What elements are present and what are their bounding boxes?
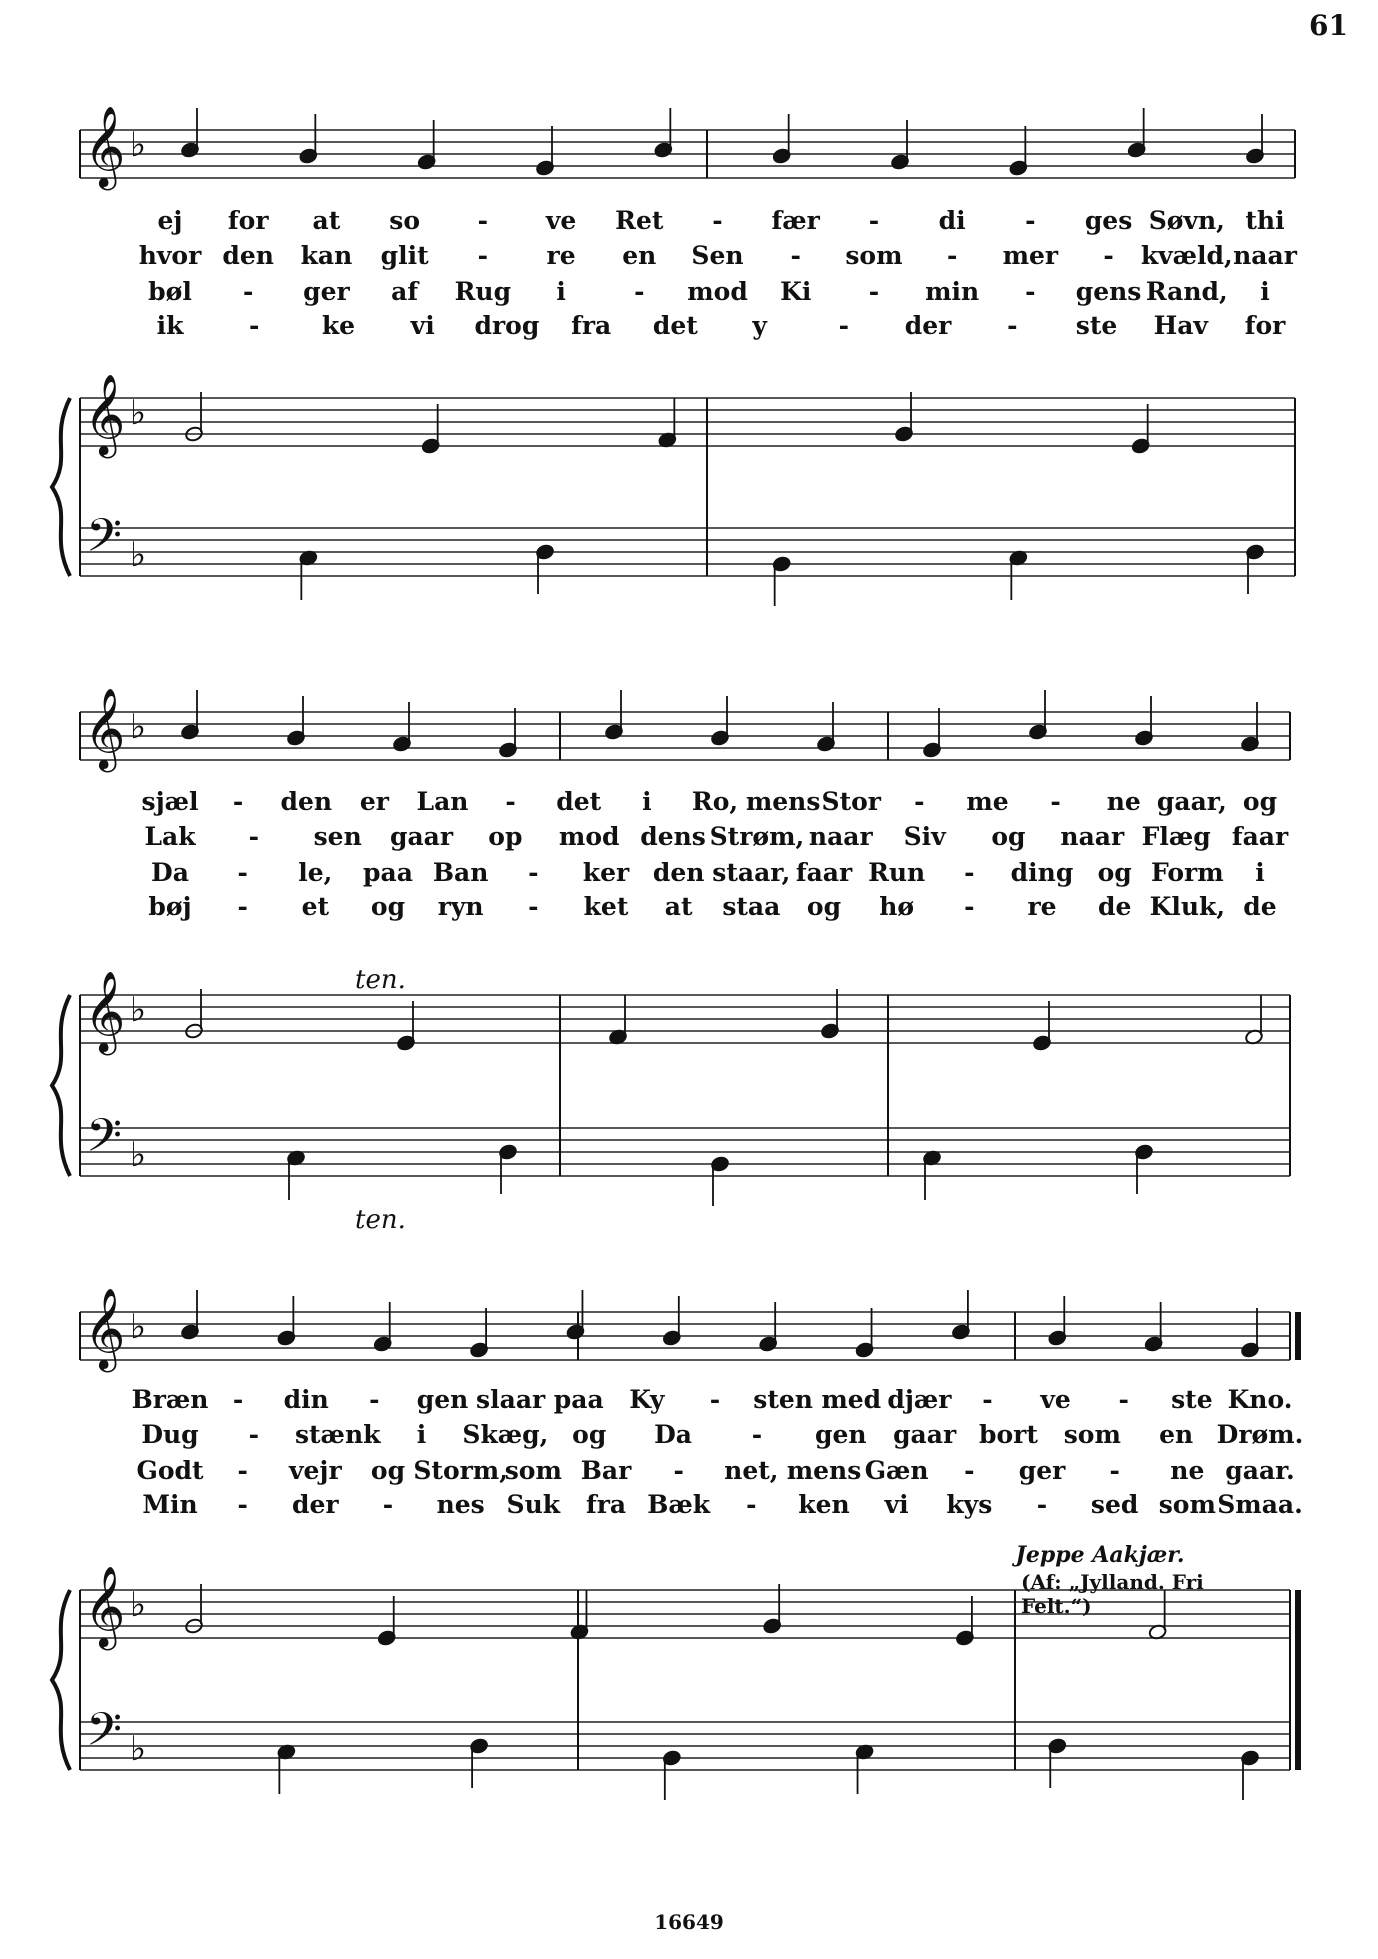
lyric-syllable: me <box>966 787 1009 816</box>
lyric-syllable: ger <box>303 277 350 306</box>
lyric-syllable: og <box>991 822 1026 851</box>
lyric-syllable: i <box>556 277 566 306</box>
lyric-syllable: Bræn <box>131 1385 209 1414</box>
lyric-syllable: kan <box>300 241 353 270</box>
lyric-syllable: kvæld, <box>1140 241 1233 270</box>
lyric-syllable: re <box>1027 892 1057 921</box>
lyric-syllable: Rug <box>454 277 512 306</box>
treble-clef-icon: 𝄞 <box>84 1287 126 1369</box>
lyric-syllable: bøl <box>148 277 192 306</box>
lyric-syllable: mod <box>558 822 620 851</box>
lyric-syllable: di <box>938 206 966 235</box>
lyric-syllable: vi <box>410 311 435 340</box>
lyric-syllable: Suk <box>506 1490 561 1519</box>
lyric-syllable: - <box>237 1456 248 1485</box>
lyric-syllable: Storm, <box>413 1456 508 1485</box>
lyric-syllable: gen <box>416 1385 469 1414</box>
lyric-syllable: - <box>712 206 723 235</box>
flat-key-signature-icon: ♭ <box>130 1307 147 1347</box>
flat-key-signature-icon: ♭ <box>130 707 147 747</box>
lyric-syllable: - <box>634 277 645 306</box>
lyric-syllable: Godt <box>136 1456 204 1485</box>
flat-key-signature-icon: ♭ <box>130 125 147 165</box>
lyric-syllable: sten <box>753 1385 813 1414</box>
lyric-syllable: - <box>1103 241 1114 270</box>
lyric-syllable: Kluk, <box>1149 892 1226 921</box>
lyric-syllable: staa <box>722 892 781 921</box>
lyric-syllable: fær <box>771 206 820 235</box>
lyric-syllable: ste <box>1075 311 1118 340</box>
lyric-syllable: Skæg, <box>462 1420 549 1449</box>
lyric-syllable: - <box>964 858 975 887</box>
lyric-syllable: er <box>359 787 389 816</box>
lyric-syllable: for <box>227 206 269 235</box>
lyric-syllable: staar, <box>712 858 791 887</box>
lyric-syllable: gaar <box>893 1420 957 1449</box>
lyric-syllable: - <box>746 1490 757 1519</box>
lyric-syllable: Ky <box>629 1385 665 1414</box>
lyric-syllable: for <box>1244 311 1286 340</box>
lyric-syllable: Stor <box>821 787 881 816</box>
lyric-syllable: - <box>237 892 248 921</box>
lyric-syllable: - <box>249 311 260 340</box>
lyric-syllable: ken <box>798 1490 850 1519</box>
lyric-syllable: - <box>248 1420 260 1449</box>
lyric-syllable: gaar <box>390 822 454 851</box>
lyric-syllable: Min <box>142 1490 198 1519</box>
treble-clef-icon: 𝄞 <box>84 105 126 187</box>
lyric-syllable: - <box>369 1385 380 1414</box>
lyric-syllable: - <box>505 787 516 816</box>
lyric-syllable: og <box>806 892 842 921</box>
page-number: 61 <box>1309 9 1348 42</box>
lyric-syllable: - <box>243 277 254 306</box>
lyric-syllable: - <box>382 1490 394 1519</box>
lyric-syllable: paa <box>363 858 413 887</box>
lyric-syllable: - <box>868 206 880 235</box>
lyric-syllable: Ret <box>615 206 664 235</box>
lyric-syllable: - <box>1118 1385 1129 1414</box>
lyric-syllable: en <box>622 241 657 270</box>
lyric-syllable: og <box>572 1420 607 1449</box>
lyric-syllable: fra <box>571 311 612 340</box>
lyric-syllable: mod <box>687 277 748 306</box>
grand-staff-brace <box>52 1590 70 1770</box>
lyric-syllable: ger <box>1018 1456 1066 1485</box>
lyric-syllable: Run <box>868 858 926 887</box>
grand-staff-brace <box>52 398 70 576</box>
treble-clef-icon: 𝄞 <box>84 687 126 769</box>
lyric-syllable: Søvn, <box>1148 206 1225 235</box>
lyric-syllable: re <box>546 241 576 270</box>
lyric-syllable: Da <box>654 1420 693 1449</box>
flat-key-signature-icon: ♭ <box>130 1585 147 1625</box>
lyric-syllable: Flæg <box>1141 822 1211 851</box>
lyric-syllable: Sen <box>691 241 744 270</box>
lyric-syllable: og <box>1242 787 1278 816</box>
bass-clef-icon: 𝄢 <box>86 1703 123 1768</box>
lyric-syllable: som <box>1158 1490 1216 1519</box>
lyric-syllable: ne <box>1170 1456 1205 1485</box>
lyric-syllable: ding <box>1010 858 1074 887</box>
lyric-syllable: fra <box>585 1490 627 1519</box>
lyric-syllable: drog <box>474 311 540 340</box>
lyric-syllable: - <box>964 1456 975 1485</box>
lyric-syllable: hvor <box>138 241 202 270</box>
lyric-syllable: bøj <box>148 892 192 921</box>
lyric-syllable: en <box>1159 1420 1194 1449</box>
lyric-syllable: Hav <box>1153 311 1208 340</box>
lyricist-credit: Jeppe Aakjær. <box>1015 1542 1185 1568</box>
lyric-syllable: Drøm. <box>1216 1420 1304 1449</box>
tenuto-mark: ten. <box>355 1205 406 1235</box>
flat-key-signature-icon: ♭ <box>130 1729 147 1769</box>
lyric-syllable: i <box>416 1420 427 1449</box>
lyric-syllable: af <box>391 277 419 306</box>
lyric-syllable: op <box>488 822 523 851</box>
lyric-syllable: - <box>1036 1490 1048 1519</box>
plate-number: 16649 <box>654 1910 724 1934</box>
lyric-syllable: naar <box>1233 241 1297 270</box>
lyric-syllable: - <box>914 787 925 816</box>
grand-staff-brace <box>52 995 70 1176</box>
lyric-syllable: - <box>248 822 260 851</box>
lyric-syllable: ke <box>321 311 356 340</box>
lyric-syllable: den <box>280 787 333 816</box>
lyric-syllable: Lak <box>144 822 196 851</box>
lyric-syllable: nes <box>436 1490 485 1519</box>
lyric-syllable: vi <box>884 1490 909 1519</box>
lyric-syllable: Lan <box>416 787 469 816</box>
lyric-syllable: Smaa. <box>1217 1490 1303 1519</box>
flat-key-signature-icon: ♭ <box>130 1135 147 1175</box>
lyric-syllable: det <box>652 311 698 340</box>
lyric-syllable: - <box>868 277 880 306</box>
lyric-syllable: ej <box>157 206 183 235</box>
lyric-syllable: Da <box>151 858 189 887</box>
lyric-syllable: ste <box>1171 1385 1213 1414</box>
lyric-syllable: som <box>845 241 903 270</box>
lyric-syllable: net, <box>724 1456 779 1485</box>
lyric-syllable: gen <box>814 1420 867 1449</box>
lyric-syllable: den <box>652 858 705 887</box>
lyric-syllable: ges <box>1084 206 1133 235</box>
lyric-syllable: - <box>982 1385 993 1414</box>
lyric-syllable: slaar <box>476 1385 546 1414</box>
flat-key-signature-icon: ♭ <box>130 535 147 575</box>
lyric-syllable: bort <box>979 1420 1038 1449</box>
lyric-syllable: naar <box>808 822 873 851</box>
lyric-syllable: - <box>1025 206 1036 235</box>
lyric-syllable: gaar. <box>1225 1456 1295 1485</box>
bass-clef-icon: 𝄢 <box>86 1109 123 1174</box>
lyric-syllable: og <box>370 1456 406 1485</box>
lyric-syllable: dens <box>640 822 706 851</box>
lyric-syllable: ne <box>1106 787 1141 816</box>
lyric-syllable: i <box>1260 277 1270 306</box>
lyric-syllable: gens <box>1075 277 1142 306</box>
lyric-syllable: Dug <box>141 1420 199 1449</box>
lyric-syllable: - <box>528 892 539 921</box>
lyric-syllable: din <box>283 1385 329 1414</box>
lyric-syllable: ve <box>545 206 577 235</box>
lyric-syllable: - <box>477 206 489 235</box>
lyric-syllable: Bæk <box>647 1490 711 1519</box>
lyric-syllable: vejr <box>289 1456 342 1485</box>
lyric-syllable: det <box>556 787 602 816</box>
lyric-syllable: at <box>664 892 693 921</box>
treble-clef-icon: 𝄞 <box>84 373 126 455</box>
lyric-syllable: - <box>232 787 244 816</box>
lyric-syllable: so <box>389 206 421 235</box>
treble-clef-icon: 𝄞 <box>84 970 126 1052</box>
lyric-syllable: - <box>946 241 958 270</box>
lyric-syllable: naar <box>1060 822 1125 851</box>
lyric-syllable: - <box>790 241 801 270</box>
lyric-syllable: den <box>222 241 274 270</box>
lyric-syllable: Ban <box>432 858 489 887</box>
lyric-syllable: som <box>504 1456 562 1485</box>
lyric-syllable: - <box>1007 311 1018 340</box>
lyric-syllable: Siv <box>903 822 946 851</box>
bass-clef-icon: 𝄢 <box>86 509 123 574</box>
lyric-syllable: de <box>1097 892 1132 921</box>
lyric-syllable: min <box>925 277 980 306</box>
flat-key-signature-icon: ♭ <box>130 990 147 1030</box>
lyric-syllable: ker <box>582 858 630 887</box>
lyric-syllable: ryn <box>437 892 484 921</box>
lyric-syllable: de <box>1243 892 1277 921</box>
lyric-syllable: gaar, <box>1156 787 1227 816</box>
lyric-syllable: Form <box>1150 858 1224 887</box>
lyric-syllable: - <box>751 1420 763 1449</box>
lyric-syllable: - <box>237 858 248 887</box>
lyric-syllable: - <box>1109 1456 1120 1485</box>
lyric-syllable: og <box>370 892 406 921</box>
lyric-syllable: paa <box>553 1385 604 1414</box>
lyric-syllable: - <box>709 1385 721 1414</box>
lyric-syllable: faar <box>1231 822 1289 851</box>
lyric-syllable: le, <box>298 858 333 887</box>
treble-clef-icon: 𝄞 <box>84 1565 126 1647</box>
lyric-syllable: sen <box>313 822 362 851</box>
lyric-syllable: at <box>312 206 341 235</box>
lyric-syllable: faar <box>795 858 853 887</box>
lyric-syllable: thi <box>1245 206 1285 235</box>
lyric-syllable: med <box>821 1385 882 1414</box>
lyric-syllable: Ki <box>780 277 812 306</box>
lyric-syllable: sed <box>1090 1490 1139 1519</box>
lyric-syllable: ket <box>583 892 629 921</box>
lyric-syllable: Ro, <box>691 787 739 816</box>
lyric-syllable: - <box>1050 787 1061 816</box>
lyric-syllable: Gæn <box>864 1456 929 1485</box>
lyric-syllable: og <box>1097 858 1132 887</box>
lyric-syllable: der <box>904 311 952 340</box>
lyric-syllable: stænk <box>294 1420 381 1449</box>
tenuto-mark: ten. <box>355 965 406 995</box>
lyric-syllable: mens <box>786 1456 862 1485</box>
lyric-syllable: Strøm, <box>709 822 805 851</box>
lyric-syllable: - <box>232 1385 244 1414</box>
lyric-syllable: djær <box>887 1385 952 1414</box>
lyric-syllable: y <box>752 311 767 340</box>
lyric-syllable: - <box>477 241 489 270</box>
lyric-syllable: mer <box>1002 241 1059 270</box>
lyric-syllable: Rand, <box>1145 277 1228 306</box>
lyric-syllable: hø <box>879 892 915 921</box>
lyric-syllable: i <box>642 787 652 816</box>
lyric-syllable: Bar <box>580 1456 632 1485</box>
lyric-syllable: sjæl <box>141 787 199 816</box>
lyric-syllable: der <box>292 1490 339 1519</box>
lyric-syllable: ve <box>1040 1385 1071 1414</box>
lyric-syllable: Kno. <box>1227 1385 1293 1414</box>
lyric-syllable: - <box>838 311 850 340</box>
lyric-syllable: - <box>964 892 975 921</box>
lyric-syllable: - <box>528 858 539 887</box>
lyric-syllable: - <box>237 1490 248 1519</box>
flat-key-signature-icon: ♭ <box>130 393 147 433</box>
lyric-syllable: kys <box>946 1490 993 1519</box>
lyric-syllable: mens <box>745 787 821 816</box>
lyric-syllable: ik <box>156 311 184 340</box>
lyric-syllable: i <box>1255 858 1265 887</box>
source-credit: (Af: „Jylland. Fri Felt.“) <box>1021 1570 1204 1618</box>
lyric-syllable: et <box>301 892 330 921</box>
lyric-syllable: glit <box>380 241 429 270</box>
lyric-syllable: som <box>1063 1420 1121 1449</box>
lyric-syllable: - <box>1025 277 1036 306</box>
lyric-syllable: - <box>673 1456 684 1485</box>
